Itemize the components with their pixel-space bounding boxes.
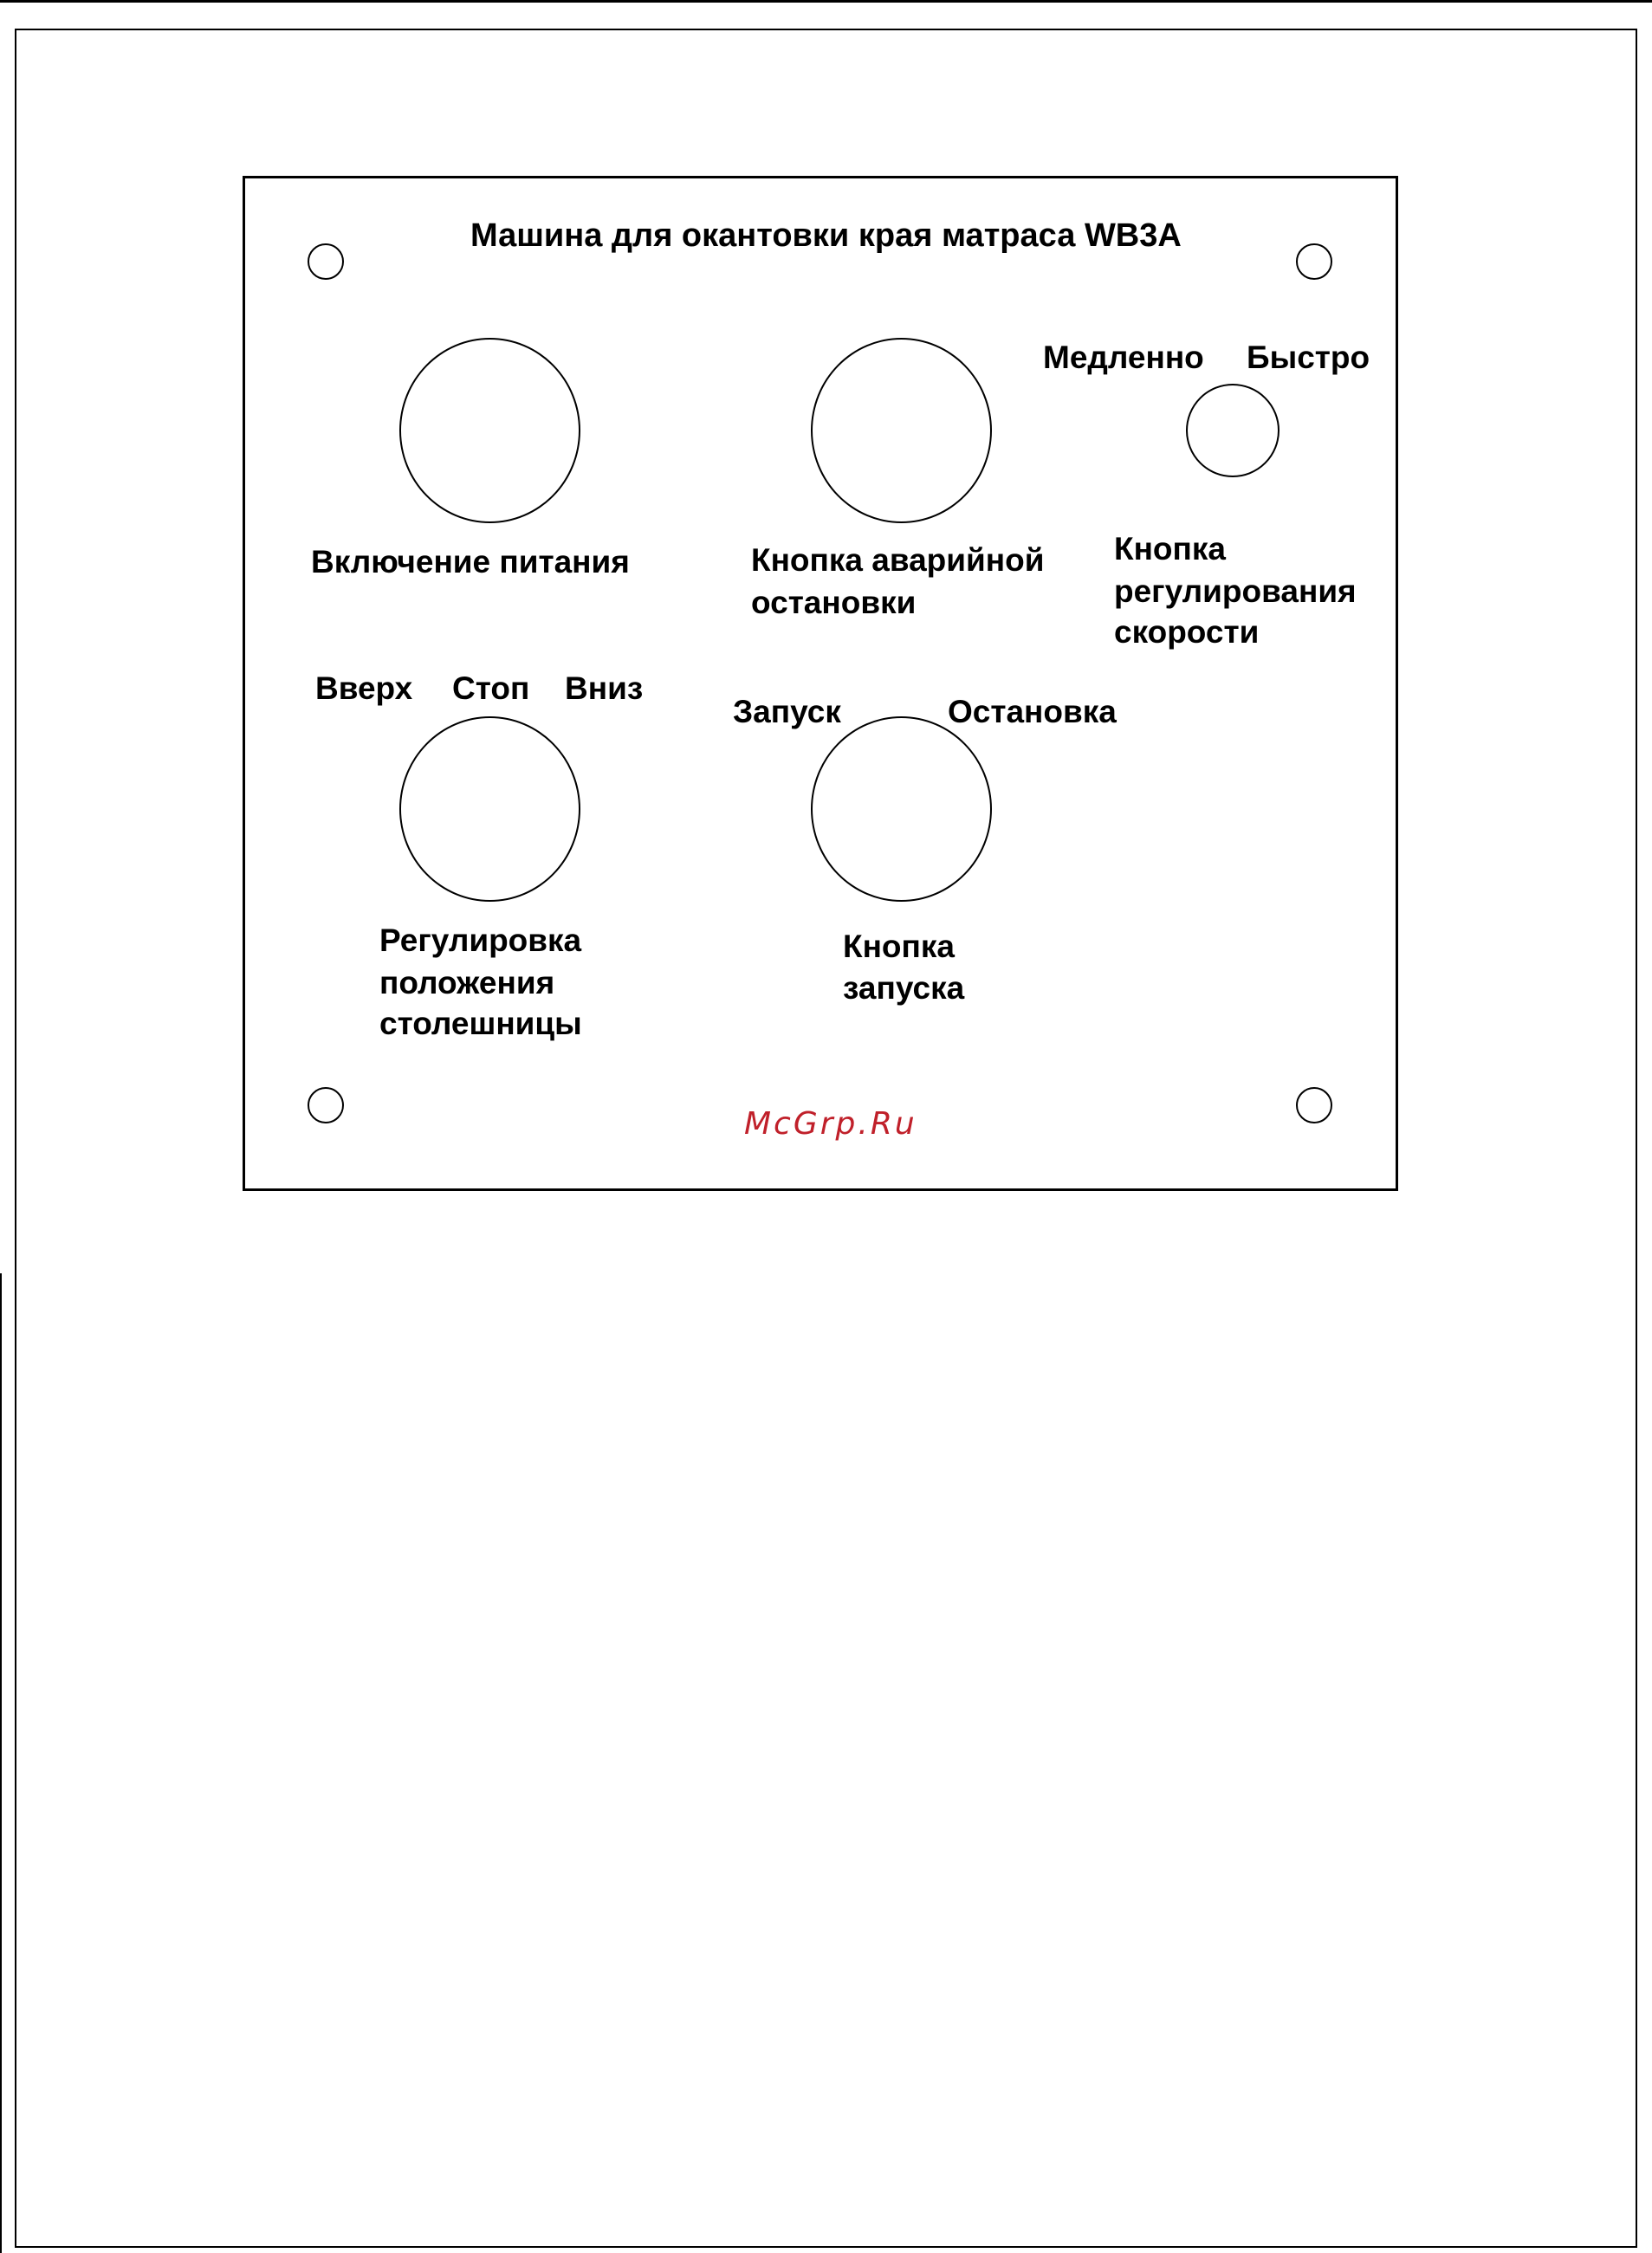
power-switch[interactable]	[399, 338, 580, 523]
mounting-hole-top-left	[308, 243, 344, 280]
speed-control-knob[interactable]	[1186, 384, 1279, 477]
speed-slow-label: Медленно	[1043, 340, 1204, 375]
start-start-label: Запуск	[733, 694, 841, 729]
mounting-hole-bottom-left	[308, 1087, 344, 1123]
emergency-stop-button[interactable]	[811, 338, 992, 523]
table-up-label: Вверх	[315, 670, 413, 706]
table-position-switch[interactable]	[399, 716, 580, 902]
table-down-label: Вниз	[565, 670, 644, 706]
start-stop-label: Остановка	[948, 694, 1117, 729]
start-switch[interactable]	[811, 716, 992, 902]
mounting-hole-top-right	[1296, 243, 1332, 280]
watermark: McGrp.Ru	[744, 1106, 917, 1142]
power-switch-label: Включение питания	[311, 544, 630, 579]
table-position-label-line1: Регулировка	[379, 923, 582, 958]
mounting-hole-bottom-right	[1296, 1087, 1332, 1123]
speed-control-label-line3: скорости	[1114, 614, 1260, 650]
start-switch-label-line2: запуска	[843, 970, 965, 1006]
page-left-edge	[0, 1273, 2, 2253]
table-position-label-line2: положения	[379, 965, 555, 1000]
speed-fast-label: Быстро	[1247, 340, 1370, 375]
start-switch-label-line1: Кнопка	[843, 929, 955, 964]
table-stop-label: Стоп	[452, 670, 530, 706]
speed-control-label-line1: Кнопка	[1114, 531, 1226, 566]
page-top-rule	[0, 0, 1652, 3]
table-position-label-line3: столешницы	[379, 1006, 582, 1041]
emergency-stop-label-line1: Кнопка аварийной	[751, 542, 1045, 578]
panel-title: Машина для окантовки края матраса WB3A	[470, 217, 1182, 254]
emergency-stop-label-line2: остановки	[751, 585, 917, 620]
speed-control-label-line2: регулирования	[1114, 573, 1357, 609]
